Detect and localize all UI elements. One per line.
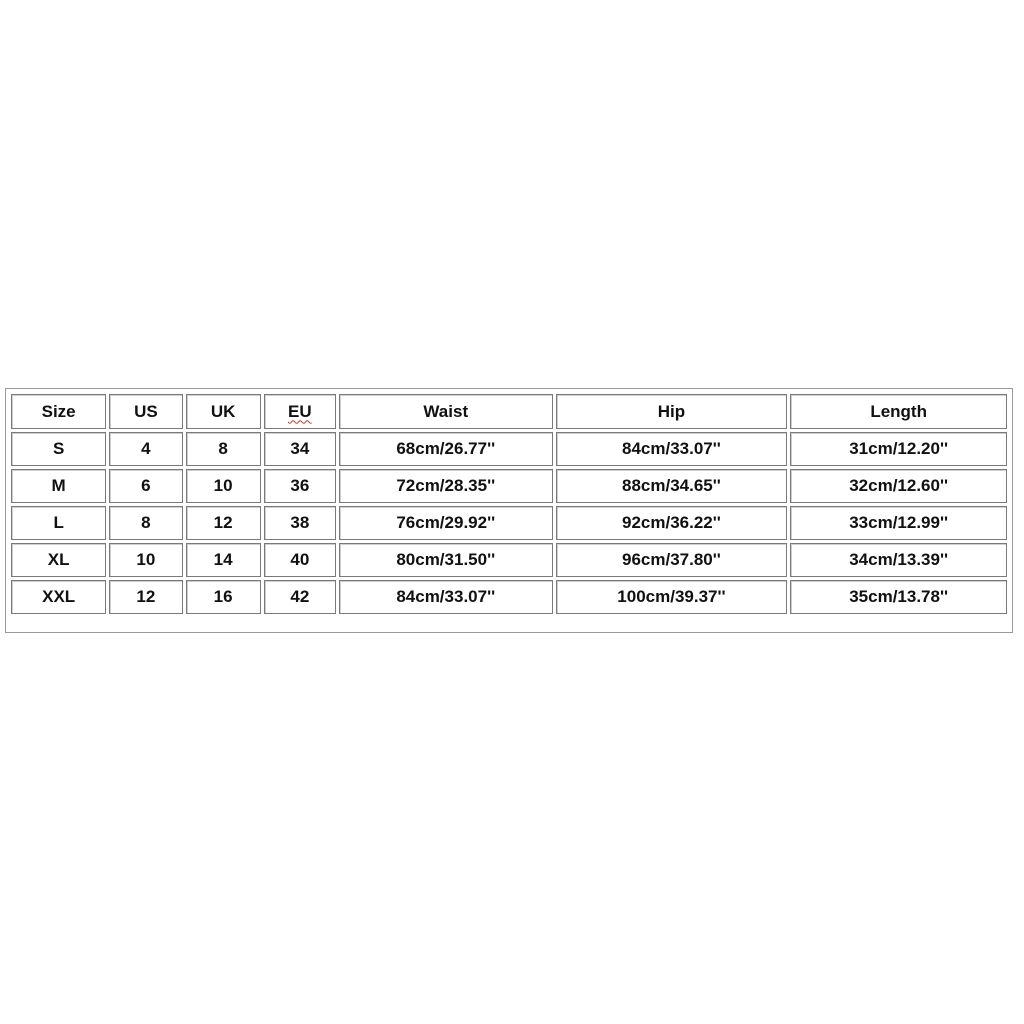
cell-length: 33cm/12.99'' <box>790 506 1007 540</box>
table-header-row <box>11 394 1007 429</box>
cell-us: 10 <box>109 543 182 577</box>
table-row <box>11 543 1007 577</box>
cell-waist: 68cm/26.77'' <box>339 432 553 466</box>
cell-length: 34cm/13.39'' <box>790 543 1007 577</box>
size-chart-table <box>8 391 1010 617</box>
cell-us: 6 <box>109 469 182 503</box>
cell-uk: 12 <box>186 506 261 540</box>
cell-eu: 36 <box>264 469 336 503</box>
cell-eu: 40 <box>264 543 336 577</box>
cell-uk: 8 <box>186 432 261 466</box>
cell-size: XXL <box>11 580 106 614</box>
header-hip: Hip <box>556 394 788 429</box>
cell-waist: 84cm/33.07'' <box>339 580 553 614</box>
header-length: Length <box>790 394 1007 429</box>
cell-length: 31cm/12.20'' <box>790 432 1007 466</box>
cell-waist: 80cm/31.50'' <box>339 543 553 577</box>
cell-hip: 92cm/36.22'' <box>556 506 788 540</box>
header-size: Size <box>11 394 106 429</box>
cell-uk: 14 <box>186 543 261 577</box>
size-chart <box>5 388 1013 633</box>
cell-hip: 100cm/39.37'' <box>556 580 788 614</box>
cell-eu: 38 <box>264 506 336 540</box>
cell-hip: 96cm/37.80'' <box>556 543 788 577</box>
cell-us: 4 <box>109 432 182 466</box>
table-row <box>11 580 1007 614</box>
cell-size: S <box>11 432 106 466</box>
cell-length: 32cm/12.60'' <box>790 469 1007 503</box>
cell-length: 35cm/13.78'' <box>790 580 1007 614</box>
header-waist: Waist <box>339 394 553 429</box>
cell-size: XL <box>11 543 106 577</box>
cell-us: 12 <box>109 580 182 614</box>
cell-size: L <box>11 506 106 540</box>
cell-eu: 42 <box>264 580 336 614</box>
header-eu <box>264 394 336 429</box>
cell-hip: 88cm/34.65'' <box>556 469 788 503</box>
cell-us: 8 <box>109 506 182 540</box>
cell-eu: 34 <box>264 432 336 466</box>
cell-waist: 72cm/28.35'' <box>339 469 553 503</box>
cell-hip: 84cm/33.07'' <box>556 432 788 466</box>
table-row <box>11 432 1007 466</box>
cell-uk: 16 <box>186 580 261 614</box>
cell-waist: 76cm/29.92'' <box>339 506 553 540</box>
table-row <box>11 506 1007 540</box>
header-uk: UK <box>186 394 261 429</box>
header-us: US <box>109 394 182 429</box>
table-row <box>11 469 1007 503</box>
cell-uk: 10 <box>186 469 261 503</box>
header-eu-label: EU <box>288 401 312 421</box>
cell-size: M <box>11 469 106 503</box>
